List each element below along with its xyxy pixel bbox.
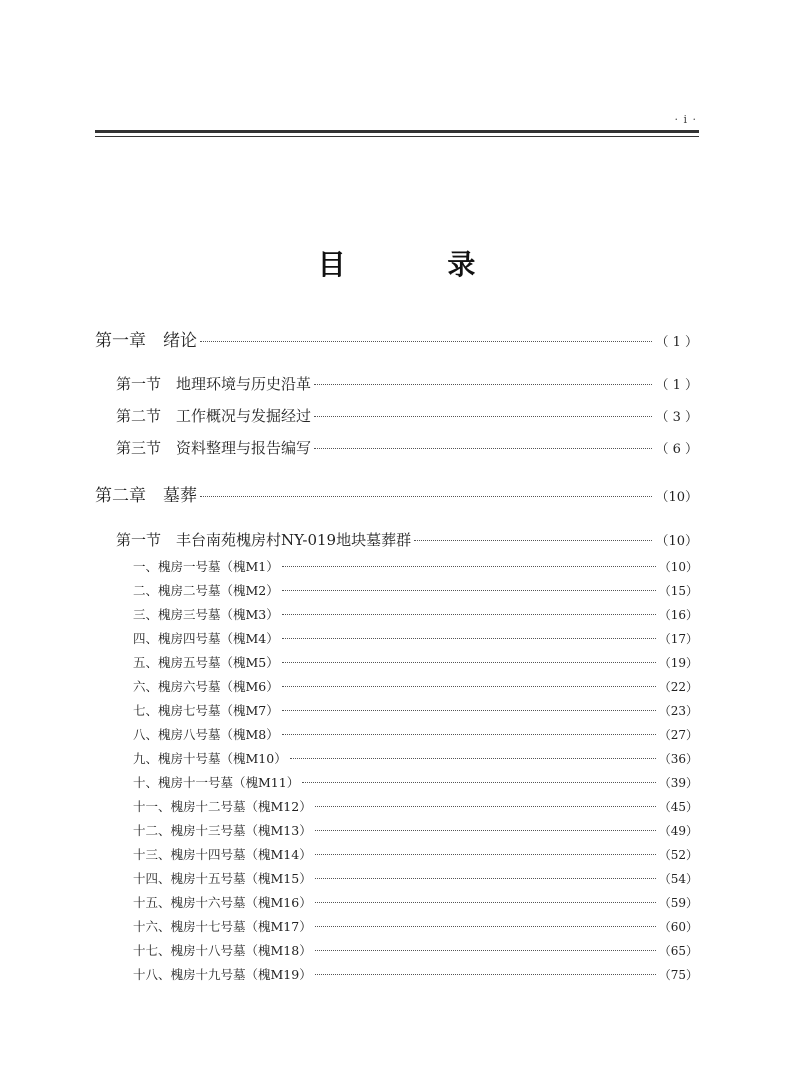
toc-entry-label: 五、槐房五号墓（槐M5）: [133, 655, 279, 670]
toc-entry-item[interactable]: [133, 965, 698, 983]
dot-leader: [282, 710, 656, 711]
toc-entry-label: 十六、槐房十七号墓（槐M17）: [133, 919, 312, 934]
dot-leader: [315, 854, 656, 855]
toc-entry-label: 七、槐房七号墓（槐M7）: [133, 703, 279, 718]
dot-leader: [315, 950, 656, 951]
toc-entry-chapter[interactable]: [95, 326, 698, 351]
toc-entry-item[interactable]: [133, 581, 698, 599]
toc-entry-label: 十、槐房十一号墓（槐M11）: [133, 775, 300, 790]
dot-leader: [315, 878, 656, 879]
toc-entry-label: 第三节 资料整理与报告编写: [116, 439, 312, 457]
dot-leader: [315, 926, 656, 927]
toc-entry-label: 第二章 墓葬: [95, 486, 197, 506]
dot-leader: [315, 806, 656, 807]
dot-leader: [414, 540, 652, 541]
toc-entry-page: （39）: [658, 776, 698, 790]
page-title: 目 录: [317, 248, 522, 281]
dot-leader: [282, 566, 656, 567]
dot-leader: [282, 590, 656, 591]
toc-entry-label: 十三、槐房十四号墓（槐M14）: [133, 847, 312, 862]
dot-leader: [282, 662, 656, 663]
toc-entry-label: 二、槐房二号墓（槐M2）: [133, 583, 279, 598]
dot-leader: [314, 448, 652, 449]
toc-entry-chapter[interactable]: [95, 481, 698, 506]
toc-entry-page: （59）: [658, 896, 698, 910]
toc-entry-item[interactable]: [133, 797, 698, 815]
dot-leader: [315, 974, 656, 975]
dot-leader: [282, 686, 656, 687]
toc-entry-section[interactable]: [116, 405, 698, 426]
toc-entry-page: （ 6 ）: [655, 442, 698, 457]
dot-leader: [314, 416, 652, 417]
toc-entry-page: （52）: [658, 848, 698, 862]
toc-entry-label: 十四、槐房十五号墓（槐M15）: [133, 871, 312, 886]
toc-entry-item[interactable]: [133, 941, 698, 959]
toc-entry-label: 十七、槐房十八号墓（槐M18）: [133, 943, 312, 958]
dot-leader: [315, 830, 656, 831]
toc-entry-label: 十五、槐房十六号墓（槐M16）: [133, 895, 312, 910]
toc-entry-item[interactable]: [133, 629, 698, 647]
toc-entry-page: （22）: [658, 680, 698, 694]
toc-entry-item[interactable]: [133, 653, 698, 671]
dot-leader: [302, 782, 656, 783]
toc-entry-page: （10）: [655, 534, 698, 549]
toc-entry-page: （36）: [658, 752, 698, 766]
toc-entry-page: （23）: [658, 704, 698, 718]
toc-entry-item[interactable]: [133, 557, 698, 575]
toc-entry-label: 九、槐房十号墓（槐M10）: [133, 751, 287, 766]
toc-entry-label: 十八、槐房十九号墓（槐M19）: [133, 967, 312, 982]
dot-leader: [290, 758, 656, 759]
toc-entry-item[interactable]: [133, 869, 698, 887]
toc-entry-page: （ 1 ）: [655, 378, 698, 393]
toc-entry-label: 第一节 地理环境与历史沿革: [116, 375, 312, 393]
dot-leader: [200, 496, 652, 497]
toc-entry-page: （16）: [658, 608, 698, 622]
toc-entry-label: 十一、槐房十二号墓（槐M12）: [133, 799, 312, 814]
toc-entry-label: 六、槐房六号墓（槐M6）: [133, 679, 279, 694]
page-number: · i ·: [674, 113, 697, 126]
header-rule-thin: [95, 136, 699, 137]
toc-entry-page: （17）: [658, 632, 698, 646]
header-rule-thick: [95, 130, 699, 133]
dot-leader: [282, 638, 656, 639]
toc-entry-item[interactable]: [133, 773, 698, 791]
toc-entry-item[interactable]: [133, 845, 698, 863]
toc-entry-page: （45）: [658, 800, 698, 814]
toc-entry-item[interactable]: [133, 701, 698, 719]
toc-entry-item[interactable]: [133, 677, 698, 695]
toc-entry-label: 第一节 丰台南苑槐房村NY-019地块墓葬群: [116, 531, 412, 549]
toc-entry-label: 十二、槐房十三号墓（槐M13）: [133, 823, 312, 838]
toc-entry-page: （75）: [658, 968, 698, 982]
toc-entry-item[interactable]: [133, 605, 698, 623]
toc-entry-item[interactable]: [133, 893, 698, 911]
toc-entry-page: （ 3 ）: [655, 410, 698, 425]
toc-entry-page: （65）: [658, 944, 698, 958]
dot-leader: [282, 614, 656, 615]
toc-entry-page: （ 1 ）: [655, 335, 698, 350]
toc-entry-page: （10）: [655, 490, 698, 505]
toc-entry-page: （60）: [658, 920, 698, 934]
toc-entry-page: （10）: [658, 560, 698, 574]
toc-entry-label: 三、槐房三号墓（槐M3）: [133, 607, 279, 622]
toc-entry-page: （49）: [658, 824, 698, 838]
toc-entry-label: 第二节 工作概况与发掘经过: [116, 407, 312, 425]
toc-entry-page: （15）: [658, 584, 698, 598]
dot-leader: [200, 341, 652, 342]
dot-leader: [282, 734, 656, 735]
toc-entry-label: 八、槐房八号墓（槐M8）: [133, 727, 279, 742]
toc-entry-page: （54）: [658, 872, 698, 886]
toc-entry-item[interactable]: [133, 749, 698, 767]
toc-entry-page: （19）: [658, 656, 698, 670]
toc-entry-label: 第一章 绪论: [95, 331, 197, 351]
toc-entry-section[interactable]: [116, 437, 698, 458]
toc-entry-page: （27）: [658, 728, 698, 742]
toc-entry-section[interactable]: [116, 373, 698, 394]
toc-entry-item[interactable]: [133, 725, 698, 743]
dot-leader: [314, 384, 652, 385]
toc-entry-item[interactable]: [133, 917, 698, 935]
toc-entry-label: 四、槐房四号墓（槐M4）: [133, 631, 279, 646]
toc-entry-section[interactable]: [116, 529, 698, 550]
toc-entry-label: 一、槐房一号墓（槐M1）: [133, 559, 279, 574]
toc-entry-item[interactable]: [133, 821, 698, 839]
dot-leader: [315, 902, 656, 903]
